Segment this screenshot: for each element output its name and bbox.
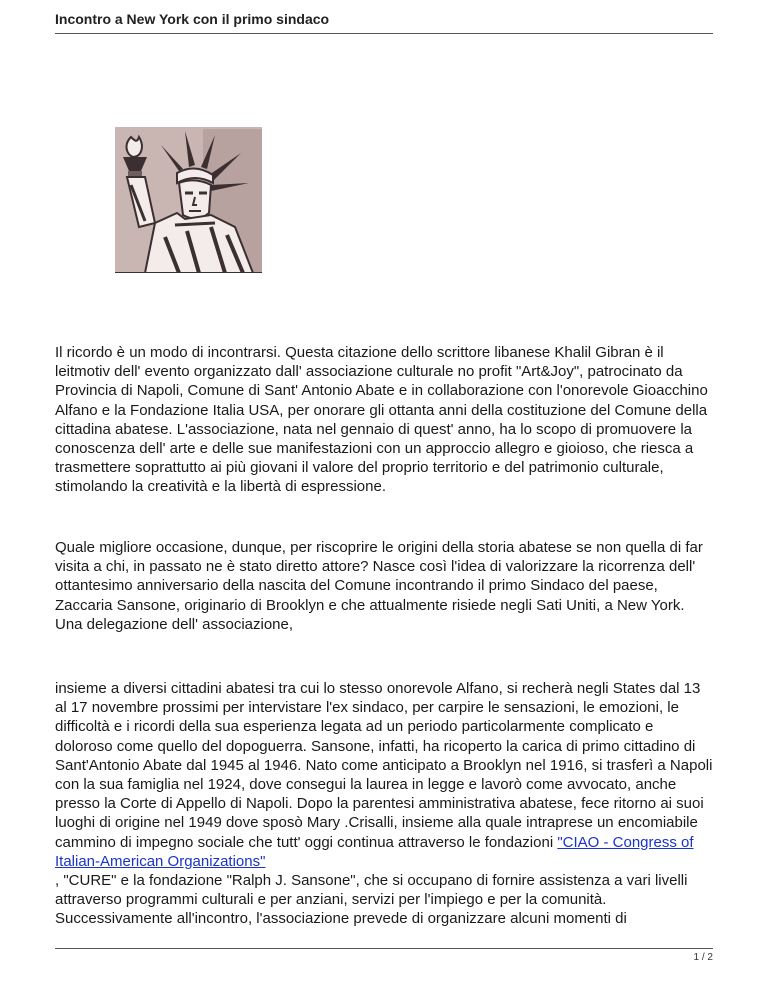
page-number: 1 / 2 (693, 952, 713, 963)
footer-divider (55, 948, 713, 949)
document-title: Incontro a New York con il primo sindaco (55, 11, 330, 27)
ciao-link[interactable]: "CIAO - Congress of Italian-American Organizations" (55, 833, 694, 870)
statue-of-liberty-icon (115, 127, 262, 273)
paragraph-delegation (55, 679, 715, 929)
paragraph-occasion: Quale migliore occasione, dunque, per riscoprire le origini della storia abatese se non quella di far visita a chi, in passato ne è stato diretto attore? Nasce così l'idea di valorizzare la ricorrenza dell' ottantesimo anniversario della nascita del Comune incontrando il primo Sindaco del paese, Zaccaria Sansone, originario di Brooklyn e che attualmente risiede negli Sati Uniti, a New York. Una delegazione dell' associazione, (55, 539, 703, 633)
figure-underline (115, 272, 262, 273)
paragraph-intro: Il ricordo è un modo di incontrarsi. Questa citazione dello scrittore libanese Khalil Gibran è il leitmotiv dell' evento organizzato dall' associazione culturale no profit "Art&Joy", patrocinato da Provincia di Napoli, Comune di Sant' Antonio Abate e in collaborazione con l'onorevole Gioacchino Alfano e la Fondazione Italia USA, per onorare gli ottanta anni della costituzione del Comune della cittadina abatese. L'associazione, nata nel gennaio di quest' anno, ha lo scopo di promuovere la conoscenza dell' arte e delle sue manifestazioni con un approccio allegro e gioioso, che riesca a trasmettere soprattutto ai più giovani il valore del proprio territorio e del patrimonio culturale, stimolando la creatività e la libertà di espressione. (55, 344, 708, 496)
paragraph-delegation-continued: , "CURE" e la fondazione "Ralph J. Sansone", che si occupano di fornire assistenza a vari livelli attraverso programmi culturali e per anziani, servizi per l'impiego e per la comunità. Successivamente all'incontro, l'associazione prevede di organizzare alcuni momenti di (55, 872, 688, 928)
header-divider (55, 33, 713, 34)
paragraph-delegation-text: insieme a diversi cittadini abatesi tra cui lo stesso onorevole Alfano, si recherà negli States dal 13 al 17 novembre prossimi per intervistare l'ex sindaco, per carpire le sensazioni, le emozioni, le difficoltà e i ricordi della sua esperienza legata ad un periodo particolarmente complicato e doloroso come quello del dopoguerra. Sansone, infatti, ha ricoperto la carica di primo cittadino di Sant'Antonio Abate dal 1945 al 1946. Nato come anticipato a Brooklyn nel 1916, si trasferì a Napoli con la sua famiglia nel 1924, dove consegui la laurea in legge e lavorò come avvocato, anche presso la Corte di Appello di Napoli. Dopo la parentesi amministrativa abatese, fece ritorno ai suoi luoghi di origine nel 1949 dove sposò Mary .Crisalli, insieme alla quale intraprese un encomiabile cammino di impegno sociale che tutt' oggi continua attraverso le fondazioni (55, 680, 713, 851)
